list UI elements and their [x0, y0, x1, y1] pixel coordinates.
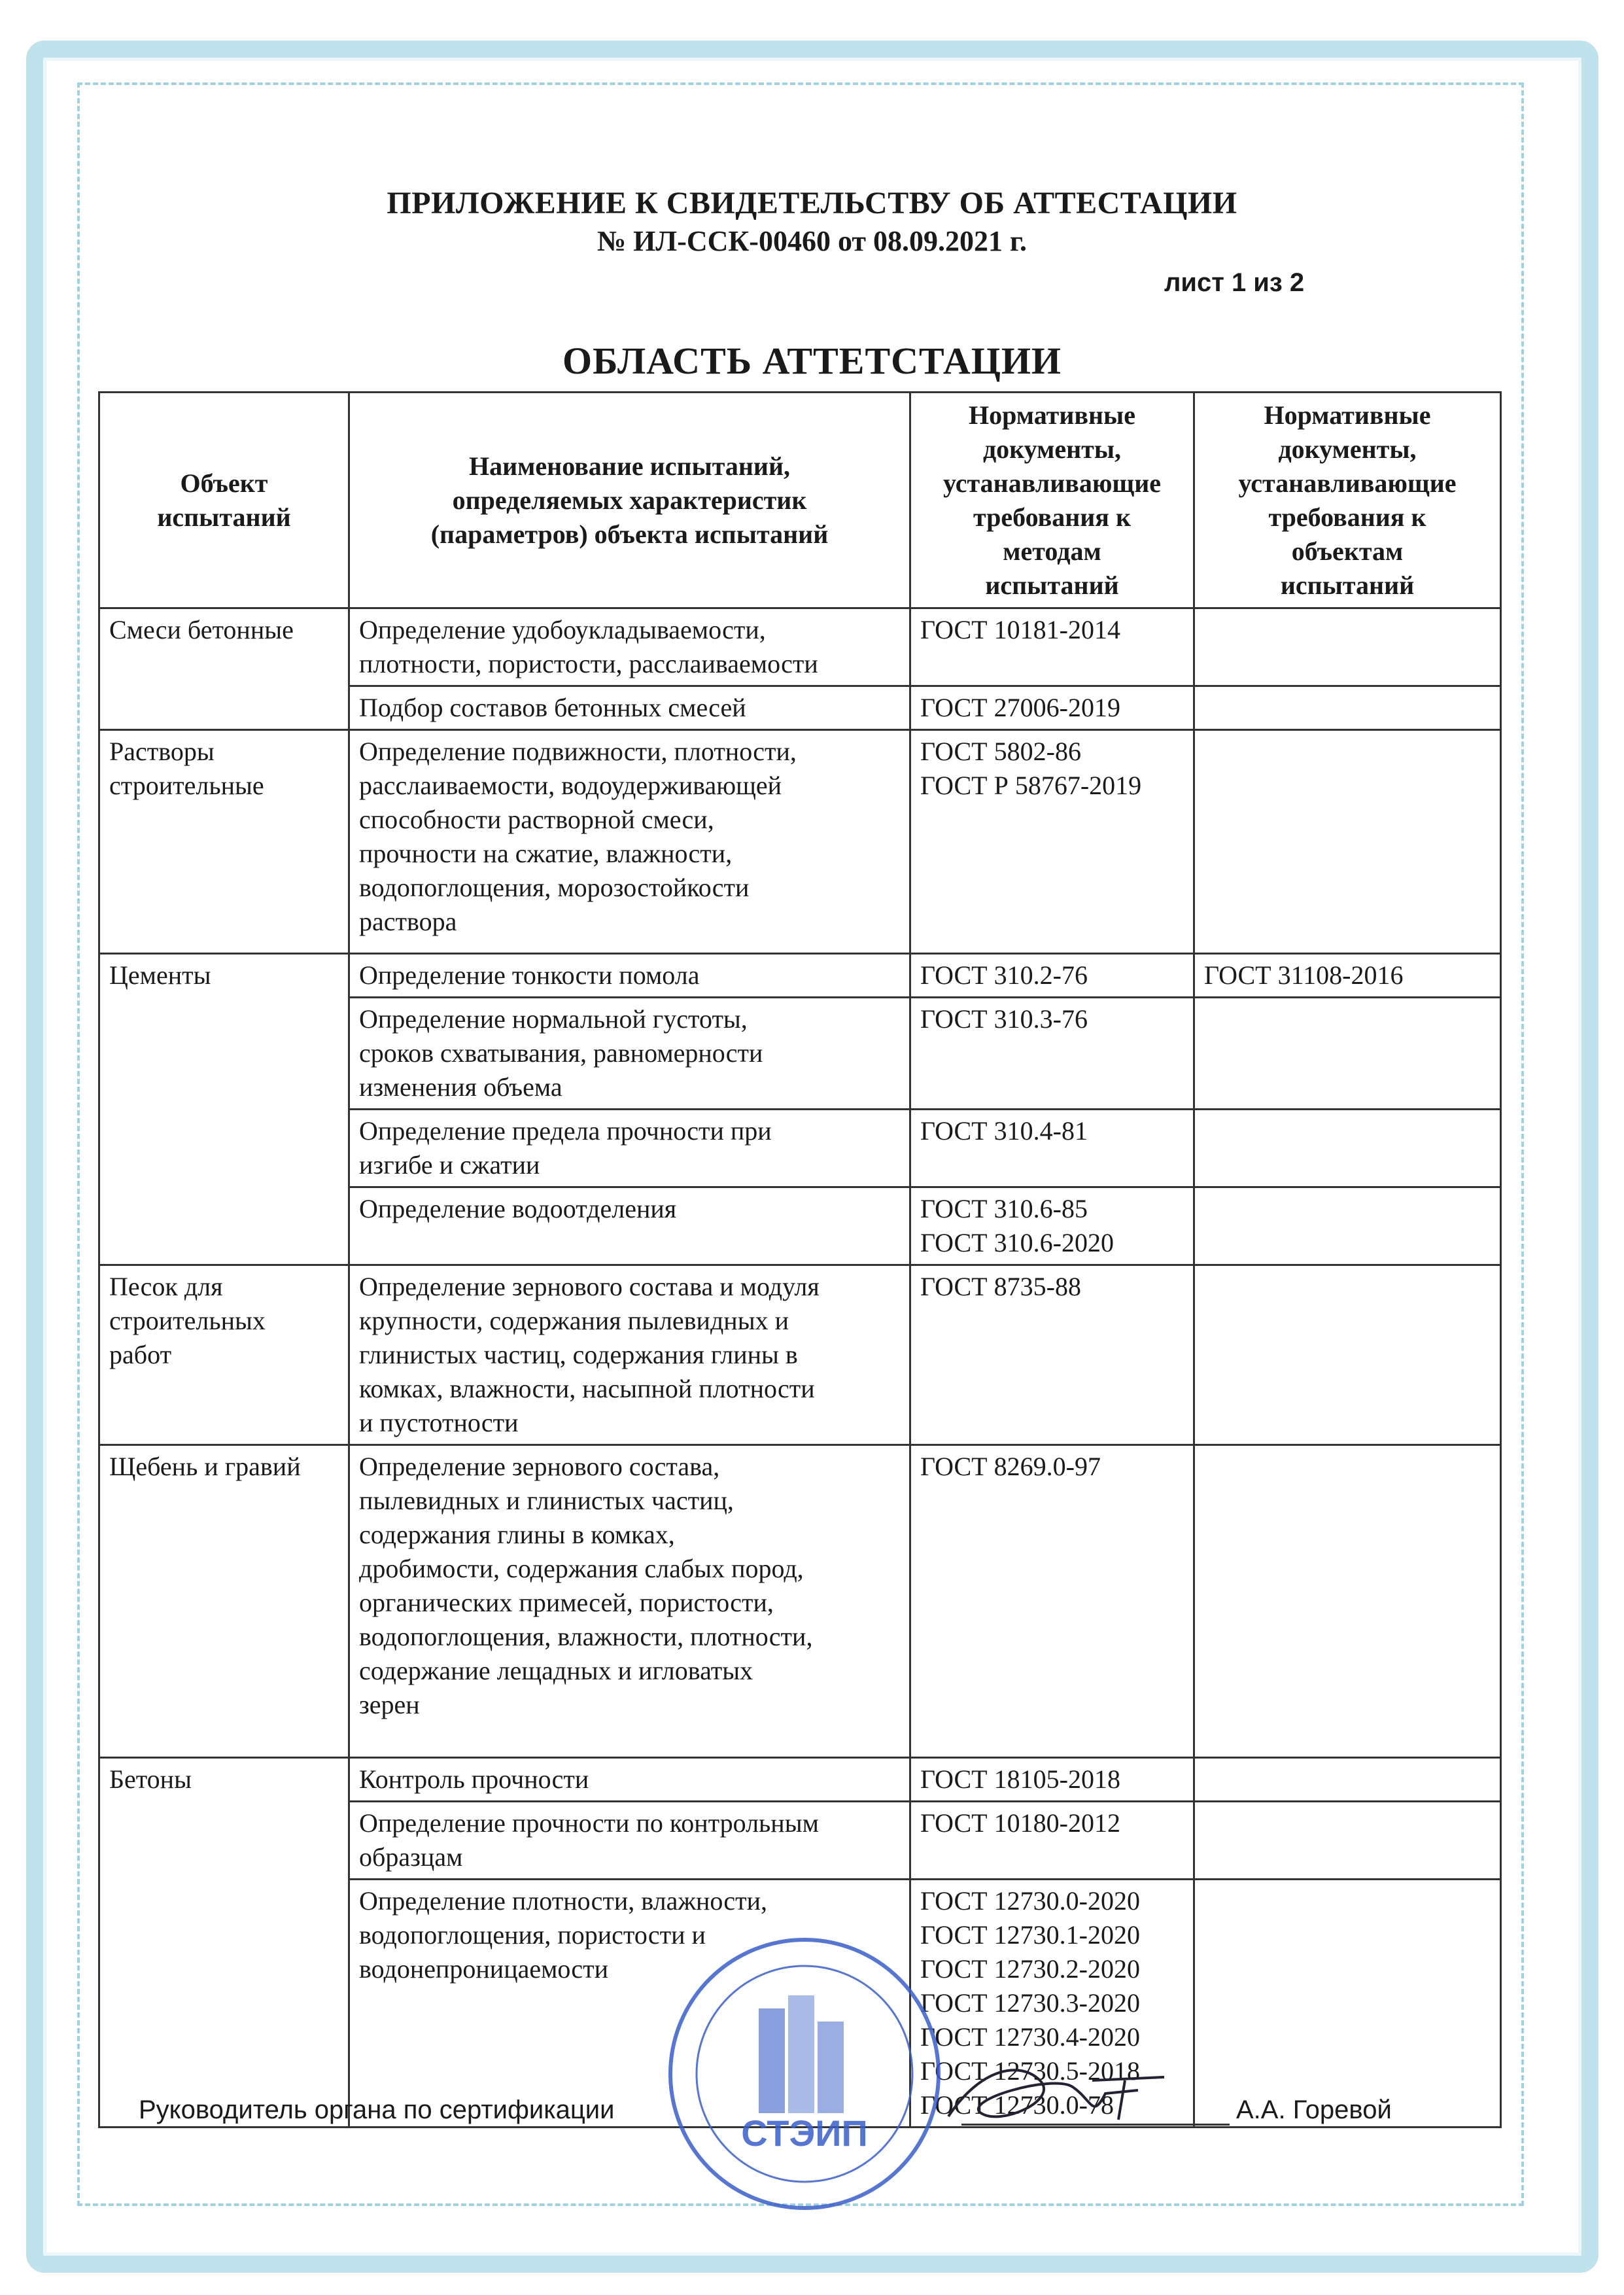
header-test-name	[349, 393, 910, 608]
cell-line: расслаиваемости, водоудерживающей	[359, 771, 782, 800]
cell-line: ГОСТ 12730.0-78	[920, 2090, 1114, 2120]
cell-line: Объект	[180, 468, 268, 498]
cell-line: Смеси бетонные	[109, 615, 294, 644]
object-docs-cell	[1194, 608, 1501, 686]
method-docs-cell	[910, 608, 1194, 686]
cell-line: ГОСТ 310.6-2020	[920, 1228, 1114, 1257]
cell-line: изгибе и сжатии	[359, 1150, 540, 1180]
cell-line: ГОСТ 12730.3-2020	[920, 1988, 1140, 2018]
cell-line: Щебень и гравий	[109, 1452, 301, 1481]
cell-line: ГОСТ 5802-86	[920, 737, 1081, 766]
test-name-cell	[349, 1110, 910, 1187]
cell-line: Нормативные	[968, 400, 1136, 430]
cell-line: дробимости, содержания слабых пород,	[359, 1554, 804, 1583]
test-name-cell	[349, 1758, 910, 1802]
certificate-number: № ИЛ-ССК-00460 от 08.09.2021 г.	[596, 225, 1028, 257]
cell-line: содержания глины в комках,	[359, 1520, 675, 1549]
cell-line: Нормативные	[1264, 400, 1431, 430]
signatory-name: А.А. Горевой	[1236, 2095, 1392, 2124]
cell-line: устанавливающие	[1238, 468, 1457, 498]
object-docs-cell	[1194, 1265, 1501, 1445]
test-name-cell	[349, 1187, 910, 1265]
cell-line: Песок для	[109, 1272, 223, 1301]
cell-line: ГОСТ 31108-2016	[1204, 960, 1404, 990]
cell-line: ГОСТ 10180-2012	[920, 1808, 1120, 1838]
section-title: ОБЛАСТЬ АТТЕТСТАЦИИ	[562, 340, 1062, 382]
object-cell	[99, 608, 349, 730]
method-docs-cell	[910, 686, 1194, 730]
object-docs-cell	[1194, 998, 1501, 1110]
method-docs-cell	[910, 1758, 1194, 1802]
object-cell	[99, 1445, 349, 1758]
cell-line: пылевидных и глинистых частиц,	[359, 1486, 734, 1515]
cell-line: водопоглощения, морозостойкости	[359, 873, 750, 902]
cell-line: образцам	[359, 1842, 463, 1872]
cell-line: водопоглощения, влажности, плотности,	[359, 1622, 813, 1651]
table-row	[99, 1445, 1501, 1758]
test-name-cell	[349, 954, 910, 998]
table-row	[99, 1265, 1501, 1445]
cell-line: требования к	[1268, 502, 1426, 532]
object-docs-cell	[1194, 1758, 1501, 1802]
cell-line: ГОСТ 310.6-85	[920, 1194, 1088, 1223]
cell-line: Определение зернового состава,	[359, 1452, 720, 1481]
method-docs-cell	[910, 954, 1194, 998]
cell-line: органических примесей, пористости,	[359, 1588, 774, 1617]
cell-line: устанавливающие	[942, 468, 1161, 498]
cell-line: способности растворной смеси,	[359, 805, 714, 834]
cell-line: Наименование испытаний,	[468, 451, 790, 481]
object-docs-cell	[1194, 1110, 1501, 1187]
seal-stamp-image	[661, 1930, 948, 2218]
header-method-docs	[910, 393, 1194, 608]
table-row	[99, 954, 1501, 998]
cell-line: ГОСТ 310.3-76	[920, 1004, 1088, 1034]
object-cell	[99, 730, 349, 954]
cell-line: Подбор составов бетонных смесей	[359, 693, 746, 722]
cell-line: ГОСТ 27006-2019	[920, 693, 1120, 722]
object-docs-cell	[1194, 686, 1501, 730]
cell-line: ГОСТ 12730.0-2020	[920, 1886, 1140, 1916]
cell-line: Контроль прочности	[359, 1764, 589, 1794]
cell-line: прочности на сжатие, влажности,	[359, 839, 733, 868]
object-cell	[99, 954, 349, 1265]
method-docs-cell	[910, 730, 1194, 954]
cell-line: и пустотности	[359, 1408, 519, 1437]
cell-line: испытаний	[157, 502, 291, 532]
method-docs-cell	[910, 998, 1194, 1110]
object-docs-cell	[1194, 954, 1501, 998]
cell-line: ГОСТ 310.2-76	[920, 960, 1088, 990]
cell-line: испытаний	[1280, 570, 1415, 600]
svg-text:СТЭИП: СТЭИП	[741, 2112, 868, 2154]
cell-line: Определение удобоукладываемости,	[359, 615, 766, 644]
cell-line: Определение прочности по контрольным	[359, 1808, 819, 1838]
table-header-row	[99, 393, 1501, 608]
signature-image	[942, 2054, 1177, 2139]
cell-line: документы,	[982, 434, 1122, 464]
test-name-cell	[349, 1802, 910, 1880]
test-name-cell	[349, 998, 910, 1110]
object-docs-cell	[1194, 1880, 1501, 2128]
method-docs-cell	[910, 1187, 1194, 1265]
cell-line: (параметров) объекта испытаний	[430, 519, 829, 549]
cell-line: Определение водоотделения	[359, 1194, 677, 1223]
cell-line: Цементы	[109, 960, 211, 990]
cell-line: Определение подвижности, плотности,	[359, 737, 797, 766]
method-docs-cell	[910, 1265, 1194, 1445]
cell-line: документы,	[1278, 434, 1417, 464]
cell-line: Бетоны	[109, 1764, 192, 1794]
cell-line: зерен	[359, 1690, 420, 1719]
cell-line: крупности, содержания пылевидных и	[359, 1306, 789, 1335]
object-cell	[99, 1265, 349, 1445]
cell-line: определяемых характеристик	[452, 485, 807, 515]
table-row	[99, 730, 1501, 954]
method-docs-cell	[910, 1802, 1194, 1880]
method-docs-cell	[910, 1445, 1194, 1758]
object-docs-cell	[1194, 1187, 1501, 1265]
cell-line: Определение тонкости помола	[359, 960, 700, 990]
cell-line: испытаний	[985, 570, 1119, 600]
test-name-cell	[349, 730, 910, 954]
cell-line: работ	[109, 1340, 172, 1369]
signatory-title: Руководитель органа по сертификации	[139, 2095, 615, 2124]
test-name-cell	[349, 686, 910, 730]
cell-line: ГОСТ 12730.4-2020	[920, 2022, 1140, 2052]
cell-line: строительные	[109, 771, 264, 800]
cell-line: ГОСТ 12730.2-2020	[920, 1954, 1140, 1984]
cell-line: требования к	[973, 502, 1131, 532]
document-title: ПРИЛОЖЕНИЕ К СВИДЕТЕЛЬСТВУ ОБ АТТЕСТАЦИИ	[387, 186, 1237, 220]
table-body	[99, 608, 1501, 2128]
table-row	[99, 1758, 1501, 1802]
cell-line: Определение плотности, влажности,	[359, 1886, 768, 1916]
header-object	[99, 393, 349, 608]
attestation-table	[98, 391, 1502, 2128]
cell-line: сроков схватывания, равномерности	[359, 1038, 763, 1068]
cell-line: глинистых частиц, содержания глины в	[359, 1340, 798, 1369]
cell-line: ГОСТ 8735-88	[920, 1272, 1081, 1301]
cell-line: водонепроницаемости	[359, 1954, 609, 1984]
cell-line: ГОСТ 12730.1-2020	[920, 1920, 1140, 1950]
cell-line: Растворы	[109, 737, 215, 766]
object-docs-cell	[1194, 1445, 1501, 1758]
object-docs-cell	[1194, 1802, 1501, 1880]
header-object-docs	[1194, 393, 1501, 608]
cell-line: ГОСТ Р 58767-2019	[920, 771, 1142, 800]
cell-line: ГОСТ 10181-2014	[920, 615, 1120, 644]
cell-line: раствора	[359, 907, 457, 936]
method-docs-cell	[910, 1110, 1194, 1187]
object-docs-cell	[1194, 730, 1501, 954]
cell-line: плотности, пористости, расслаиваемости	[359, 649, 818, 678]
cell-line: содержание лещадных и игловатых	[359, 1656, 753, 1685]
cell-line: ГОСТ 8269.0-97	[920, 1452, 1101, 1481]
cell-line: Определение нормальной густоты,	[359, 1004, 748, 1034]
test-name-cell	[349, 1265, 910, 1445]
test-name-cell	[349, 608, 910, 686]
cell-line: Определение предела прочности при	[359, 1116, 772, 1146]
cell-line: водопоглощения, пористости и	[359, 1920, 706, 1950]
cell-line: методам	[1003, 536, 1101, 566]
cell-line: ГОСТ 18105-2018	[920, 1764, 1120, 1794]
cell-line: объектам	[1291, 536, 1404, 566]
test-name-cell	[349, 1445, 910, 1758]
cell-line: строительных	[109, 1306, 266, 1335]
cell-line: ГОСТ 310.4-81	[920, 1116, 1088, 1146]
cell-line: изменения объема	[359, 1072, 562, 1102]
object-cell	[99, 1758, 349, 2128]
sheet-counter: лист 1 из 2	[1164, 268, 1305, 297]
cell-line: ГОСТ 12730.5-2018	[920, 2056, 1140, 2086]
table-row	[99, 608, 1501, 686]
cell-line: комках, влажности, насыпной плотности	[359, 1374, 815, 1403]
cell-line: Определение зернового состава и модуля	[359, 1272, 820, 1301]
signature-line	[961, 2124, 1230, 2126]
